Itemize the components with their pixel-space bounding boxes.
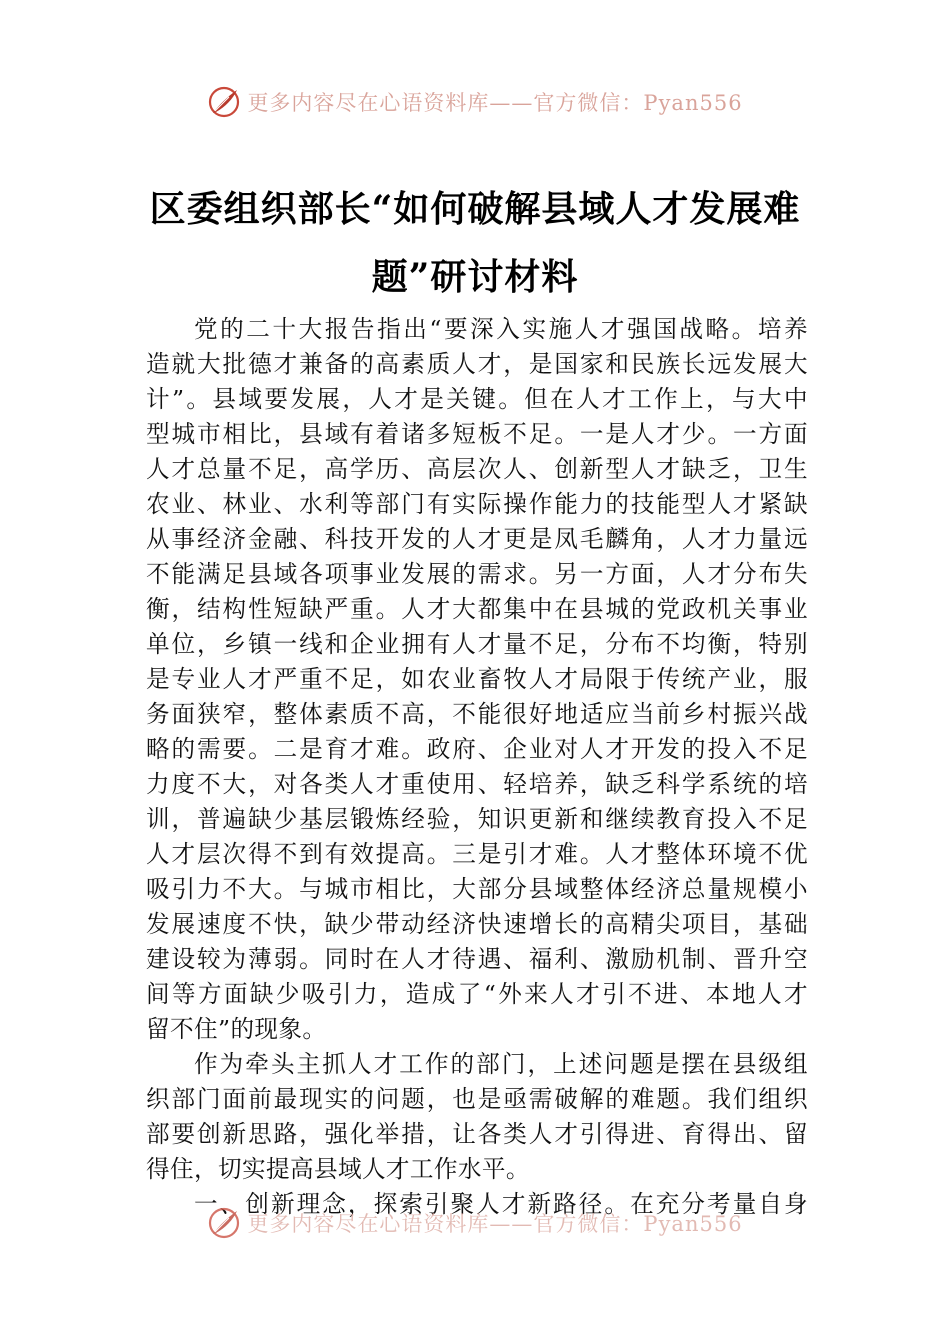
body-line: 训，普遍缺少基层锻炼经验，知识更新和继续教育投入不足	[146, 805, 808, 833]
body-line: 人才总量不足，高学历、高层次人、创新型人才缺乏，卫生	[146, 455, 808, 483]
body-line: 织部门面前最现实的问题，也是亟需破解的难题。我们组织	[146, 1085, 808, 1113]
document-title-line-2: 题”研讨材料	[371, 256, 579, 298]
body-line: 计”。县域要发展，人才是关键。但在人才工作上，与大中	[146, 385, 808, 413]
document-body	[146, 312, 808, 1222]
body-line: 略的需要。二是育才难。政府、企业对人才开发的投入不足	[146, 735, 808, 763]
body-line: 发展速度不快，缺少带动经济快速增长的高精尖项目，基础	[146, 910, 808, 938]
body-line: 不能满足县域各项事业发展的需求。另一方面，人才分布失	[146, 560, 808, 588]
body-line: 党的二十大报告指出“要深入实施人才强国战略。培养	[194, 315, 808, 343]
body-line: 力度不大，对各类人才重使用、轻培养，缺乏科学系统的培	[146, 770, 808, 798]
watermark-text: 更多内容尽在心语资料库——官方微信：Pyan556	[247, 1212, 743, 1236]
body-line: 造就大批德才兼备的高素质人才，是国家和民族长远发展大	[146, 350, 808, 378]
body-line: 型城市相比，县域有着诸多短板不足。一是人才少。一方面	[146, 420, 808, 448]
watermark-footer	[0, 1203, 950, 1243]
quill-logo-icon	[207, 1206, 241, 1240]
body-line: 人才层次得不到有效提高。三是引才难。人才整体环境不优	[146, 840, 808, 868]
body-line: 农业、林业、水利等部门有实际操作能力的技能型人才紧缺	[146, 490, 808, 518]
document-title-line-1: 区委组织部长“如何破解县域人才发展难	[149, 188, 801, 230]
body-line: 从事经济金融、科技开发的人才更是凤毛麟角，人才力量远	[146, 525, 808, 553]
body-line: 吸引力不大。与城市相比，大部分县域整体经济总量规模小	[146, 875, 808, 903]
body-line: 建设较为薄弱。同时在人才待遇、福利、激励机制、晋升空	[146, 945, 808, 973]
body-line: 部要创新思路，强化举措，让各类人才引得进、育得出、留	[146, 1120, 808, 1148]
watermark-text: 更多内容尽在心语资料库——官方微信：Pyan556	[247, 91, 743, 115]
body-line: 衡，结构性短缺严重。人才大都集中在县城的党政机关事业	[146, 595, 808, 623]
body-line: 得住，切实提高县域人才工作水平。	[146, 1155, 530, 1183]
body-line: 单位，乡镇一线和企业拥有人才量不足，分布不均衡，特别	[146, 630, 808, 658]
body-line: 留不住”的现象。	[146, 1015, 327, 1043]
body-line: 一、创新理念，探索引聚人才新路径。在充分考量自身	[194, 1190, 808, 1218]
watermark-header	[0, 82, 950, 122]
quill-logo-icon	[207, 85, 241, 119]
body-line: 作为牵头主抓人才工作的部门，上述问题是摆在县级组	[194, 1050, 808, 1078]
body-line: 务面狭窄，整体素质不高，不能很好地适应当前乡村振兴战	[146, 700, 808, 728]
body-line: 是专业人才严重不足，如农业畜牧人才局限于传统产业，服	[146, 665, 808, 693]
body-line: 间等方面缺少吸引力，造成了“外来人才引不进、本地人才	[146, 980, 808, 1008]
